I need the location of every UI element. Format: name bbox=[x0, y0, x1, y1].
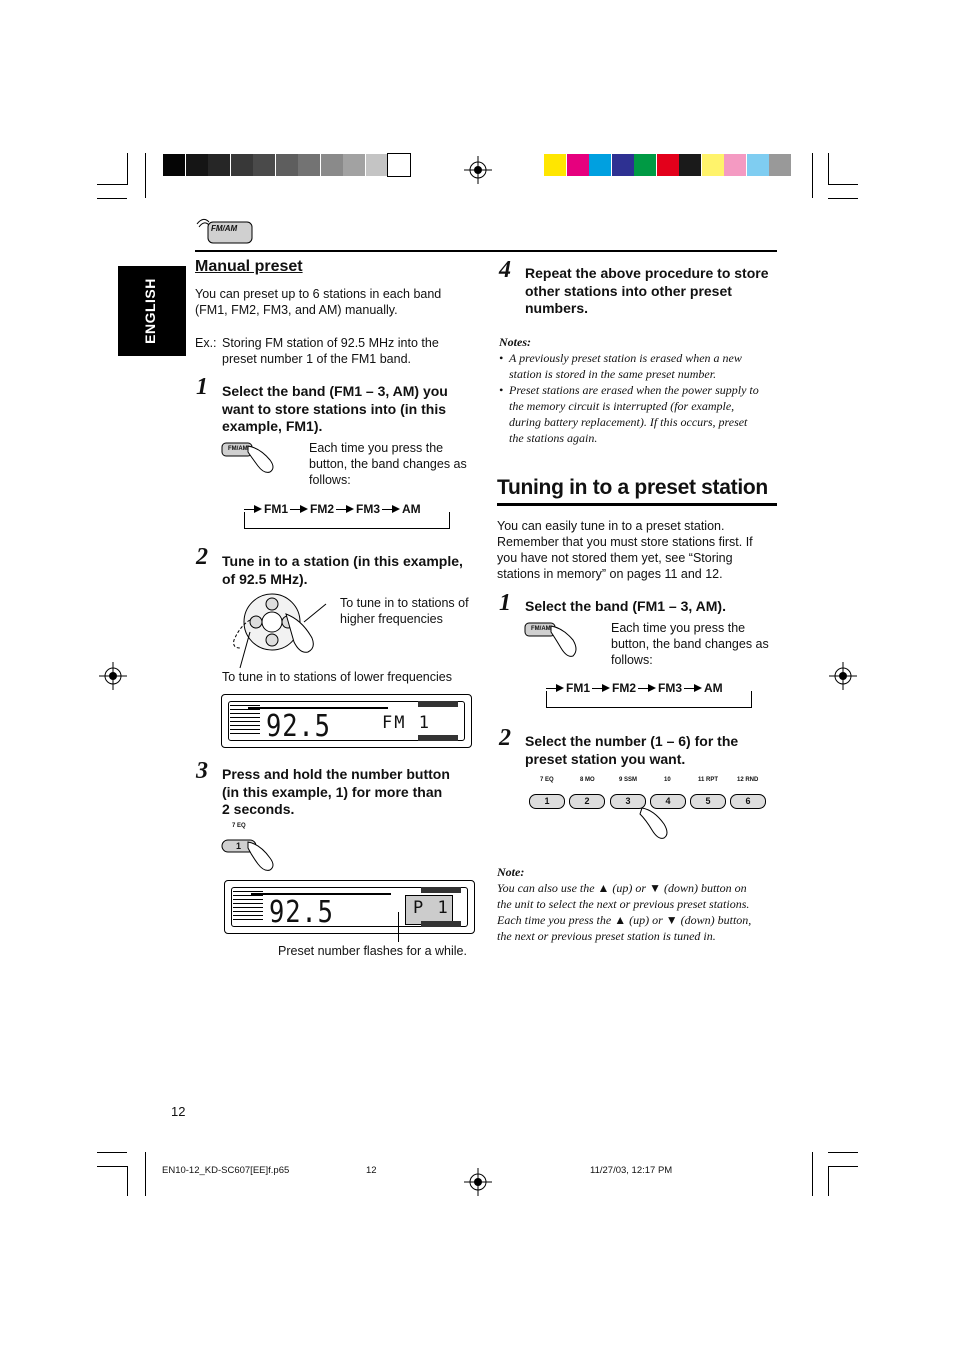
text-line: Press and hold the number button bbox=[222, 766, 450, 782]
number-secondary-label: 10 bbox=[664, 777, 671, 783]
band-label: FM2 bbox=[310, 502, 334, 516]
preset-button-5: 5 bbox=[690, 794, 726, 809]
color-swatch bbox=[634, 154, 656, 176]
crop-mark bbox=[127, 153, 128, 185]
crop-mark bbox=[145, 153, 146, 198]
arrow-right-icon bbox=[684, 684, 702, 693]
band-cycle-flow bbox=[244, 502, 421, 516]
footer-file: EN10-12_KD-SC607[EE]f.p65 bbox=[162, 1165, 290, 1176]
lcd-band: FM 1 bbox=[382, 713, 431, 733]
color-swatch bbox=[276, 154, 298, 176]
note-item bbox=[499, 350, 779, 382]
registration-target-icon bbox=[829, 662, 857, 690]
section-title-rule bbox=[497, 503, 777, 506]
text-line: want to store stations into (in this bbox=[222, 400, 446, 417]
lcd-display bbox=[221, 694, 472, 748]
arrow-right-icon bbox=[546, 684, 564, 693]
band-note bbox=[611, 620, 769, 668]
text-line: Remember that you must store stations first. If bbox=[497, 535, 753, 549]
registration-target-icon bbox=[99, 662, 127, 690]
flash-caption: Preset number flashes for a while. bbox=[278, 944, 467, 958]
color-swatch bbox=[544, 154, 566, 176]
crop-mark bbox=[127, 1166, 128, 1196]
text-line: You can preset up to 6 stations in each band bbox=[195, 287, 442, 301]
band-label: FM1 bbox=[566, 681, 590, 695]
color-swatch bbox=[657, 154, 679, 176]
text-line: the stations again. bbox=[509, 431, 598, 445]
bullet: • bbox=[499, 383, 504, 397]
text-line: (FM1, FM2, FM3, and AM) manually. bbox=[195, 303, 398, 317]
text-line: preset station you want. bbox=[525, 750, 686, 767]
text-line: other stations into other preset bbox=[525, 282, 732, 299]
fm-am-button-label: FM/AM bbox=[228, 446, 248, 452]
preset-button-2: 2 bbox=[569, 794, 605, 809]
text-line: stations in memory” on pages 11 and 12. bbox=[497, 567, 723, 581]
color-swatch bbox=[298, 154, 320, 176]
step-number: 4 bbox=[499, 257, 511, 283]
crop-mark bbox=[97, 198, 127, 199]
color-swatch bbox=[724, 154, 746, 176]
color-swatch bbox=[388, 154, 410, 176]
crop-mark bbox=[828, 184, 858, 185]
arrow-right-icon bbox=[336, 505, 354, 514]
lcd-preset-number: P 1 bbox=[413, 898, 450, 918]
text-line: Select the band (FM1 – 3, AM) you bbox=[222, 383, 448, 399]
level-meter bbox=[233, 891, 263, 923]
text-line: Tune in to a station (in this example, bbox=[222, 553, 463, 569]
text-line: example, FM1). bbox=[222, 418, 323, 434]
step-text bbox=[525, 598, 726, 616]
color-swatch bbox=[208, 154, 230, 176]
text-line: you have not stored them yet, see “Storing bbox=[497, 551, 733, 565]
text-line: higher frequencies bbox=[340, 612, 443, 626]
text-line: during battery replacement). If this occurs, preset bbox=[509, 415, 748, 429]
arrow-right-icon bbox=[382, 505, 400, 514]
page-number: 12 bbox=[171, 1104, 186, 1119]
crop-mark bbox=[828, 1166, 829, 1196]
crop-mark bbox=[97, 1152, 127, 1153]
crop-mark bbox=[828, 198, 858, 199]
text-line: Each time you press the bbox=[611, 621, 746, 635]
higher-frequencies-caption bbox=[340, 595, 469, 627]
intro-paragraph bbox=[195, 286, 465, 318]
finger-pointer-icon bbox=[636, 804, 676, 840]
text-line: Storing FM station of 92.5 MHz into the bbox=[222, 336, 439, 350]
text-line: Each time you press the ▲ (up) or ▼ (down) button, bbox=[497, 913, 752, 927]
finger-press-button-icon bbox=[220, 438, 284, 474]
sound-mode-indicator bbox=[418, 701, 458, 707]
band-label: FM1 bbox=[264, 502, 288, 516]
text-line: the memory circuit is interrupted (for example, bbox=[509, 399, 735, 413]
lcd-frequency: 92.5 bbox=[269, 895, 334, 930]
number-secondary-label: 8 MO bbox=[580, 777, 595, 783]
text-line: Select the band (FM1 – 3, AM). bbox=[525, 598, 726, 614]
text-line: To tune in to stations of bbox=[340, 596, 469, 610]
text-line: (in this example, 1) for more than bbox=[222, 783, 443, 800]
color-swatch bbox=[343, 154, 365, 176]
bullet: • bbox=[499, 351, 504, 365]
text-line: of 92.5 MHz). bbox=[222, 570, 308, 587]
text-line: A previously preset station is erased when a new bbox=[509, 351, 742, 365]
notes-list bbox=[499, 350, 779, 446]
text-line: button, the band changes as bbox=[309, 457, 467, 471]
text-line: preset number 1 of the FM1 band. bbox=[222, 352, 411, 366]
crop-mark bbox=[812, 1152, 813, 1196]
band-label: AM bbox=[402, 502, 421, 516]
arrow-right-icon bbox=[290, 505, 308, 514]
note-item bbox=[499, 382, 779, 446]
crop-mark bbox=[828, 153, 829, 185]
text-line: Repeat the above procedure to store bbox=[525, 265, 769, 281]
band-label: FM3 bbox=[356, 502, 380, 516]
text-line: the next or previous preset station is tuned in. bbox=[497, 929, 716, 943]
arrow-right-icon bbox=[638, 684, 656, 693]
color-swatch bbox=[589, 154, 611, 176]
color-swatch bbox=[612, 154, 634, 176]
callout-line bbox=[398, 912, 399, 942]
lcd-frequency: 92.5 bbox=[266, 709, 331, 744]
text-line: Select the number (1 – 6) for the bbox=[525, 733, 739, 749]
color-swatch bbox=[366, 154, 388, 176]
finger-press-button-icon bbox=[523, 618, 587, 662]
step-number: 2 bbox=[499, 725, 511, 751]
crop-mark bbox=[97, 1166, 127, 1167]
step-text bbox=[525, 733, 738, 768]
sound-mode-indicator bbox=[421, 921, 461, 927]
text-line: Preset stations are erased when the power supply to bbox=[509, 383, 759, 397]
number-secondary-label: 12 RND bbox=[737, 777, 759, 783]
text-line: You can easily tune in to a preset station. bbox=[497, 519, 725, 533]
text-line: follows: bbox=[611, 653, 653, 667]
color-swatch bbox=[186, 154, 208, 176]
step-number: 3 bbox=[196, 758, 208, 784]
arrow-right-icon bbox=[244, 505, 262, 514]
text-line: the unit to select the next or previous preset stations. bbox=[497, 897, 750, 911]
color-swatch bbox=[321, 154, 343, 176]
text-line: You can also use the ▲ (up) or ▼ (down) button on bbox=[497, 881, 747, 895]
registration-target-icon bbox=[464, 156, 492, 184]
crop-mark bbox=[828, 1152, 858, 1153]
number-secondary-label: 7 EQ bbox=[540, 777, 554, 783]
note-text bbox=[497, 880, 782, 944]
step-number: 2 bbox=[196, 544, 208, 570]
color-swatch bbox=[163, 154, 185, 176]
fm-am-badge: FM/AM bbox=[211, 224, 238, 233]
preset-button-1: 1 bbox=[529, 794, 565, 809]
registration-target-icon bbox=[464, 1168, 492, 1196]
section-title: Tuning in to a preset station bbox=[497, 476, 768, 499]
color-swatch bbox=[231, 154, 253, 176]
text-line: 2 seconds. bbox=[222, 801, 295, 817]
notes-title: Notes: bbox=[499, 335, 531, 349]
step-text bbox=[222, 553, 463, 588]
step-text bbox=[222, 383, 448, 436]
finger-press-button-icon bbox=[220, 834, 284, 874]
footer-page: 12 bbox=[366, 1165, 377, 1176]
color-swatch bbox=[769, 154, 791, 176]
example-prefix: Ex.: bbox=[195, 336, 217, 350]
control-dial-icon bbox=[220, 592, 340, 670]
step-number: 1 bbox=[196, 374, 208, 400]
color-swatch bbox=[679, 154, 701, 176]
text-line: follows: bbox=[309, 473, 351, 487]
note-title: Note: bbox=[497, 865, 525, 879]
color-swatch bbox=[253, 154, 275, 176]
text-line: station is stored in the same preset number. bbox=[509, 367, 717, 381]
band-label: FM2 bbox=[612, 681, 636, 695]
band-note bbox=[309, 440, 467, 488]
lcd-display bbox=[224, 880, 475, 934]
text-line: Each time you press the bbox=[309, 441, 444, 455]
crop-mark bbox=[812, 153, 813, 198]
header-rule bbox=[195, 250, 777, 252]
color-swatch bbox=[567, 154, 589, 176]
footer-date: 11/27/03, 12:17 PM bbox=[590, 1165, 673, 1176]
sound-mode-indicator bbox=[418, 735, 458, 741]
band-label: AM bbox=[704, 681, 723, 695]
number-button-label: 1 bbox=[236, 841, 242, 851]
color-swatch bbox=[702, 154, 724, 176]
lower-frequencies-caption: To tune in to stations of lower frequencies bbox=[222, 670, 452, 684]
crop-mark bbox=[97, 184, 127, 185]
arrow-right-icon bbox=[592, 684, 610, 693]
section-heading: Manual preset bbox=[195, 258, 303, 275]
text-line: button, the band changes as bbox=[611, 637, 769, 651]
sound-mode-indicator bbox=[421, 887, 461, 893]
level-meter bbox=[230, 705, 260, 737]
language-tab-label: ENGLISH bbox=[142, 278, 158, 344]
intro-paragraph bbox=[497, 518, 777, 582]
step-text bbox=[222, 766, 450, 819]
crop-mark bbox=[145, 1152, 146, 1196]
band-cycle-flow bbox=[546, 681, 723, 695]
fm-am-button-label: FM/AM bbox=[531, 626, 551, 632]
text-line: numbers. bbox=[525, 300, 589, 316]
step-text bbox=[525, 265, 769, 318]
preset-button-6: 6 bbox=[730, 794, 766, 809]
example-text bbox=[222, 335, 439, 367]
preset-button-3: 3 bbox=[610, 794, 646, 809]
preset-button-4: 4 bbox=[650, 794, 686, 809]
step-number: 1 bbox=[499, 590, 511, 616]
number-secondary-label: 9 SSM bbox=[619, 777, 638, 783]
crop-mark bbox=[828, 1166, 858, 1167]
color-swatch bbox=[747, 154, 769, 176]
band-label: FM3 bbox=[658, 681, 682, 695]
button-secondary-label: 7 EQ bbox=[232, 823, 246, 829]
number-secondary-label: 11 RPT bbox=[698, 777, 719, 783]
